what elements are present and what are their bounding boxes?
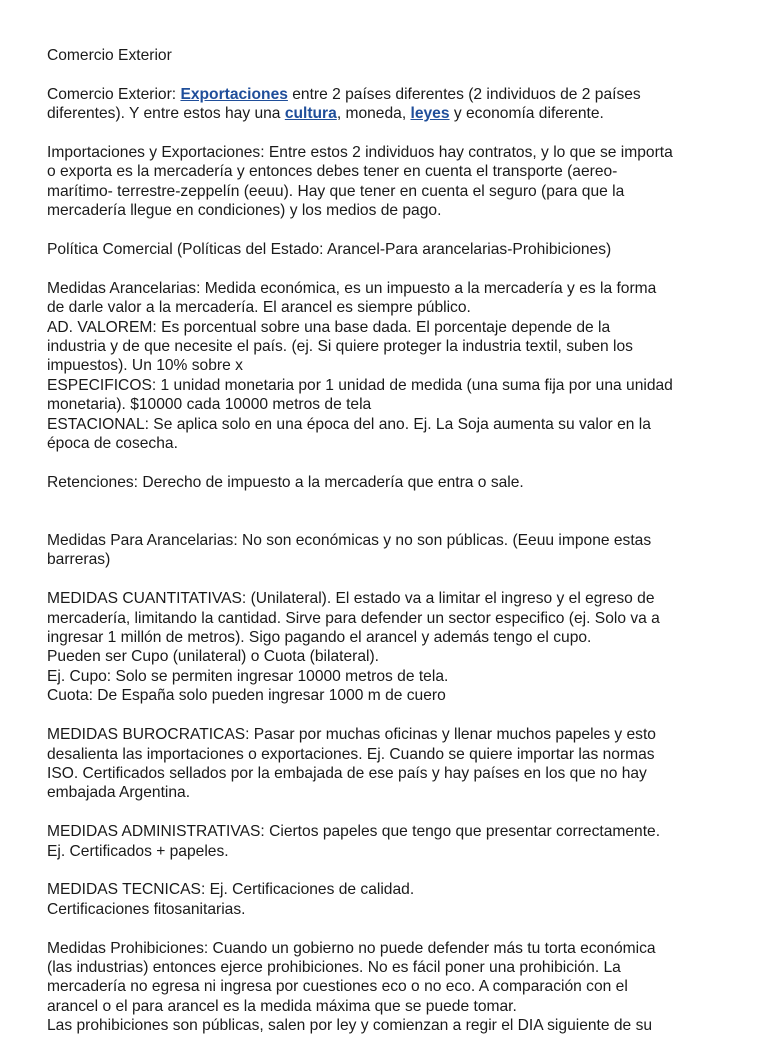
text-line: marítimo- terrestre-zeppelín (eeuu). Hay que tener en cuenta el seguro (para que la <box>47 182 625 200</box>
text-line: MEDIDAS ADMINISTRATIVAS: Ciertos papeles que tengo que presentar correctamente. <box>47 823 661 841</box>
text-line: Ej. Certificados + papeles. <box>47 842 229 860</box>
text-line: arancel o el para arancel es la medida máxima que se puede tomar. <box>47 997 517 1015</box>
text-line: ISO. Certificados sellados por la embajada de ese país y hay países en los que no hay <box>47 764 647 782</box>
paragraph-medidas-arancelarias <box>47 279 737 454</box>
paragraph-medidas-para-arancelarias <box>47 531 737 570</box>
text-line: AD. VALOREM: Es porcentual sobre una base dada. El porcentaje depende de la <box>47 318 611 336</box>
text-line: Las prohibiciones son públicas, salen por ley y comienzan a regir el DIA siguiente de su <box>47 1017 653 1035</box>
text-line: Retenciones: Derecho de impuesto a la mercadería que entra o sale. <box>47 473 524 491</box>
text-line: o exporta es la mercadería y entonces debes tener en cuenta el transporte (aereo- <box>47 163 618 181</box>
text-line: ESPECIFICOS: 1 unidad monetaria por 1 unidad de medida (una suma fija por una unidad <box>47 376 673 394</box>
paragraph-retenciones <box>47 473 737 492</box>
intro-paragraph <box>47 85 737 124</box>
document-body <box>47 143 737 1036</box>
paragraph-politica-comercial <box>47 240 737 259</box>
link-exportaciones[interactable]: Exportaciones <box>180 85 288 103</box>
text-line: Pueden ser Cupo (unilateral) o Cuota (bilateral). <box>47 648 379 666</box>
text-line: Certificaciones fitosanitarias. <box>47 900 246 918</box>
text-line: barreras) <box>47 551 111 569</box>
intro-line-2: diferentes). Y entre estos hay una cultura, moneda, leyes y economía diferente. <box>47 105 604 123</box>
text-line: Política Comercial (Políticas del Estado: Arancel-Para arancelarias-Prohibiciones) <box>47 241 612 259</box>
link-cultura[interactable]: cultura <box>284 105 337 123</box>
text-line: (las industrias) entonces ejerce prohibiciones. No es fácil poner una prohibición. La <box>47 958 621 976</box>
paragraph-medidas-tecnicas <box>47 880 737 919</box>
text-line: mercadería llegue en condiciones) y los medios de pago. <box>47 202 442 220</box>
document-page <box>47 46 737 1055</box>
text-line: época de cosecha. <box>47 435 178 453</box>
text-line: monetaria). $10000 cada 10000 metros de tela <box>47 396 372 414</box>
text-line: MEDIDAS BUROCRATICAS: Pasar por muchas oficinas y llenar muchos papeles y esto <box>47 726 656 744</box>
text-line: Ej. Cupo: Solo se permiten ingresar 10000 metros de tela. <box>47 667 449 685</box>
text-line: mercadería, limitando la cantidad. Sirve para defender un sector especifico (ej. Solo va a <box>47 609 660 627</box>
text-line: ESTACIONAL: Se aplica solo en una época del ano. Ej. La Soja aumenta su valor en la <box>47 415 651 433</box>
text-line: Medidas Arancelarias: Medida económica, es un impuesto a la mercadería y es la forma <box>47 279 657 297</box>
paragraph-medidas-burocraticas <box>47 725 737 803</box>
paragraph-medidas-cuantitativas <box>47 589 737 705</box>
text-line: embajada Argentina. <box>47 784 191 802</box>
text-line: mercadería no egresa ni ingresa por cuestiones eco o no eco. A comparación con el <box>47 978 628 996</box>
text-line: industria y de que necesite el país. (ej. Si quiere proteger la industria textil, suben los <box>47 338 633 356</box>
paragraph-medidas-administrativas <box>47 822 737 861</box>
text-line: Medidas Para Arancelarias: No son económicas y no son públicas. (Eeuu impone estas <box>47 532 652 550</box>
text-line: Medidas Prohibiciones: Cuando un gobierno no puede defender más tu torta económica <box>47 939 656 957</box>
intro-line-1: Comercio Exterior: Exportaciones entre 2 países diferentes (2 individuos de 2 países <box>47 85 641 103</box>
text-line: MEDIDAS CUANTITATIVAS: (Unilateral). El estado va a limitar el ingreso y el egreso de <box>47 590 655 608</box>
paragraph-medidas-prohibiciones <box>47 939 737 1036</box>
text-line: impuestos). Un 10% sobre x <box>47 357 243 375</box>
text-line: MEDIDAS TECNICAS: Ej. Certificaciones de calidad. <box>47 881 415 899</box>
document-title: Comercio Exterior <box>47 47 172 64</box>
text-line: de darle valor a la mercadería. El arancel es siempre público. <box>47 299 471 317</box>
text-line: desalienta las importaciones o exportaciones. Ej. Cuando se quiere importar las normas <box>47 745 655 763</box>
paragraph-importaciones-exportaciones <box>47 143 737 221</box>
text-line: Cuota: De España solo pueden ingresar 1000 m de cuero <box>47 687 446 705</box>
link-leyes[interactable]: leyes <box>410 105 450 123</box>
text-line: Importaciones y Exportaciones: Entre estos 2 individuos hay contratos, y lo que se importa <box>47 144 673 161</box>
text-line: ingresar 1 millón de metros). Sigo pagando el arancel y además tengo el cupo. <box>47 629 592 647</box>
